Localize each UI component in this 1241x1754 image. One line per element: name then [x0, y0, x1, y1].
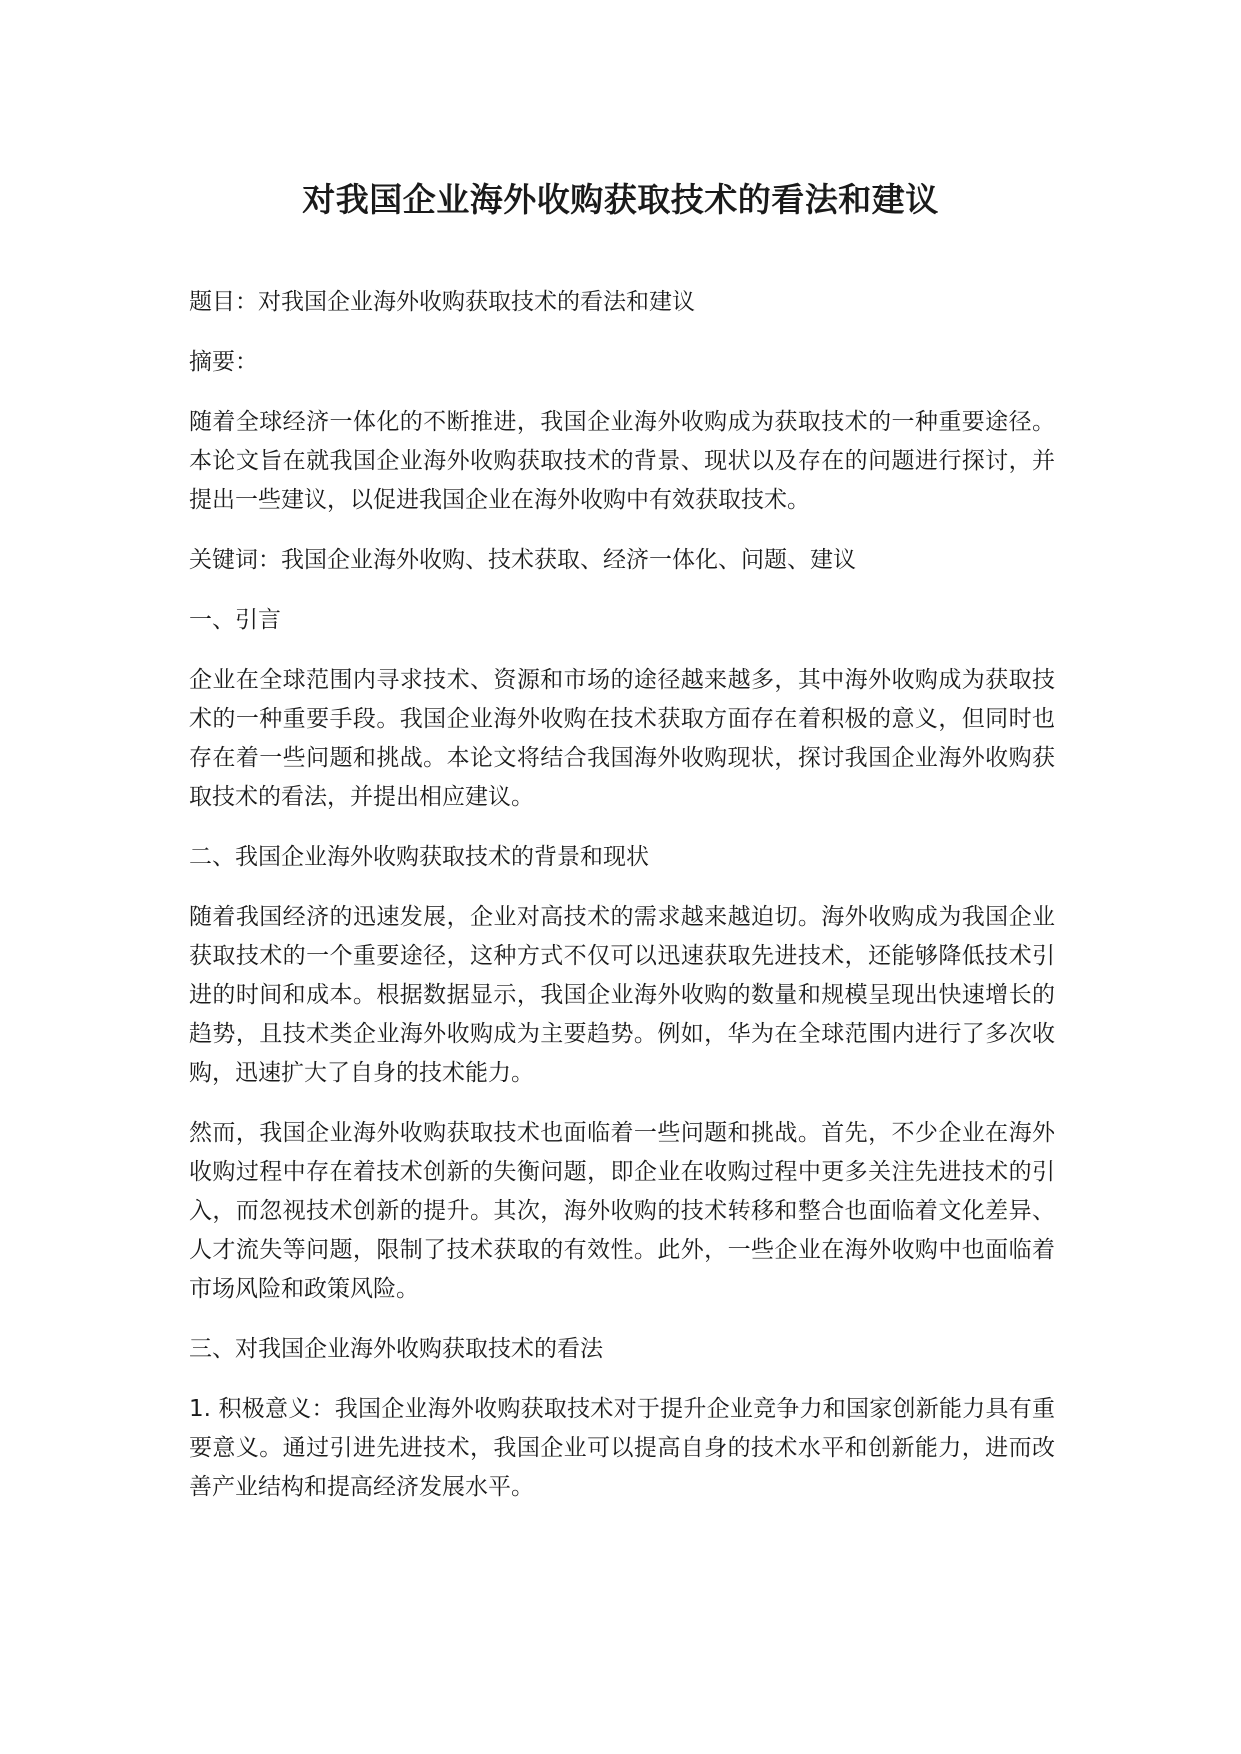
abstract-label: 摘要： [189, 349, 258, 375]
document-title: 对我国企业海外收购获取技术的看法和建议 [302, 180, 939, 219]
section-paragraph: 企业在全球范围内寻求技术、资源和市场的途径越来越多，其中海外收购成为获取技术的一种重要手段。我国企业海外收购在技术获取方面存在着积极的意义，但同时也存在着一些问题和挑战。本论文将结合我国海外收购现状，探讨我国企业海外收购获取技术的看法，并提出相应建议。 [189, 667, 1055, 810]
section-heading-intro: 一、引言 [189, 607, 281, 633]
section-paragraph: 然而，我国企业海外收购获取技术也面临着一些问题和挑战。首先，不少企业在海外收购过程中存在着技术创新的失衡问题，即企业在收购过程中更多关注先进技术的引入，而忽视技术创新的提升。其次，海外收购的技术转移和整合也面临着文化差异、人才流失等问题，限制了技术获取的有效性。此外，一些企业在海外收购中也面临着市场风险和政策风险。 [189, 1120, 1055, 1302]
keywords-line: 关键词：我国企业海外收购、技术获取、经济一体化、问题、建议 [189, 547, 856, 573]
section-paragraph: 1. 积极意义：我国企业海外收购获取技术对于提升企业竞争力和国家创新能力具有重要意义。通过引进先进技术，我国企业可以提高自身的技术水平和创新能力，进而改善产业结构和提高经济发展水平。 [189, 1396, 1055, 1500]
section-heading-background: 二、我国企业海外收购获取技术的背景和现状 [189, 844, 649, 870]
subject-line: 题目：对我国企业海外收购获取技术的看法和建议 [189, 289, 695, 315]
section-heading-views: 三、对我国企业海外收购获取技术的看法 [189, 1336, 603, 1362]
document-body [189, 283, 1055, 1528]
abstract-text: 随着全球经济一体化的不断推进，我国企业海外收购成为获取技术的一种重要途径。本论文旨在就我国企业海外收购获取技术的背景、现状以及存在的问题进行探讨，并提出一些建议，以促进我国企业在海外收购中有效获取技术。 [189, 409, 1055, 513]
section-paragraph: 随着我国经济的迅速发展，企业对高技术的需求越来越迫切。海外收购成为我国企业获取技术的一个重要途径，这种方式不仅可以迅速获取先进技术，还能够降低技术引进的时间和成本。根据数据显示，我国企业海外收购的数量和规模呈现出快速增长的趋势，且技术类企业海外收购成为主要趋势。例如，华为在全球范围内进行了多次收购，迅速扩大了自身的技术能力。 [189, 904, 1055, 1086]
